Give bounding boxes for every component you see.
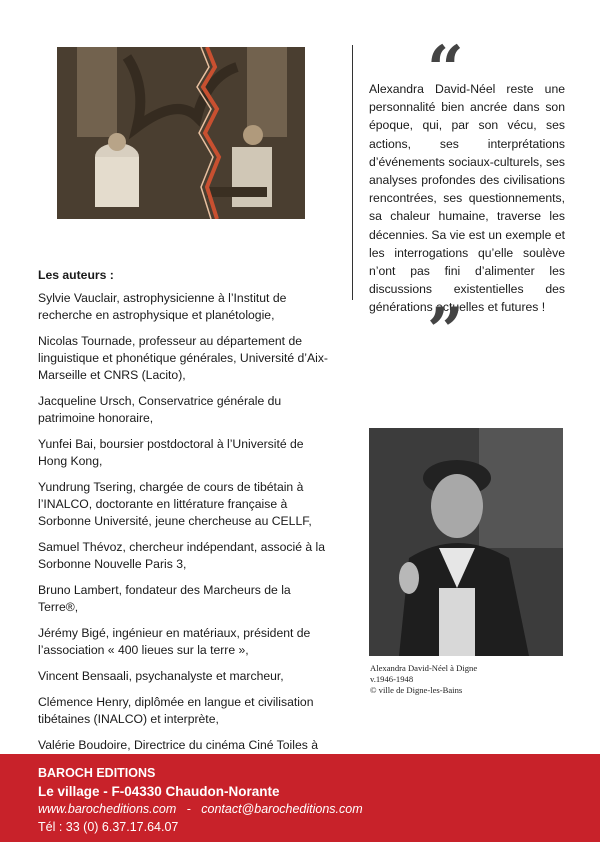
author-entry: Jacqueline Ursch, Conservatrice générale du patrimoine honoraire, [38,394,282,425]
author-entry: Yundrung Tsering, chargée de cours de tibétain à l’INALCO, doctorante en littérature française à Sorbonne Université, jeune chercheuse au CELLF, [38,480,312,528]
publisher-web-contact[interactable]: www.barocheditions.com - contact@barocheditions.com [38,802,363,816]
author-entry: Yunfei Bai, boursier postdoctoral à l’Université de Hong Kong, [38,437,304,468]
publisher-phone: Tél : 33 (0) 6.37.17.64.07 [38,820,179,834]
open-quote-mark: “ [427,32,464,107]
authors-section [38,267,328,780]
authors-heading: Les auteurs : [38,268,114,282]
portrait-photo [369,428,563,656]
author-entry: Sylvie Vauclair, astrophysicienne à l’Institut de recherche en astrophysique et planétologie, [38,291,287,322]
publisher-address: Le village - F-04330 Chaudon-Norante [38,784,280,799]
close-quote-mark: ” [427,294,464,369]
caption-line: v.1946-1948 [370,674,414,684]
author-entry: Bruno Lambert, fondateur des Marcheurs de la Terre®, [38,583,291,614]
publisher-footer [0,754,600,842]
photo-caption [370,663,570,696]
author-entry: Clémence Henry, diplômée en langue et civilisation tibétaines (INALCO) et interprète, [38,695,314,726]
author-entry: Nicolas Tournade, professeur au département de linguistique et phonétique générales, Université d’Aix-Marseille et CNRS (Lacito), [38,334,328,382]
author-entry: Valérie Boudoire, Directrice du cinéma Ciné Toiles à [38,738,318,752]
quote-text: Alexandra David-Néel reste une personnalité bien ancrée dans son époque, qui, par son vécu, ses actions, ses interprétations d’événements sociaux-culturels, ses analyses profondes des civilisations rencontrées, ses questionnements, sa chaleur humaine, traverse les décennies. Sa vie est un exemple et les interrogations qu’elle soulève n’ont pas fini d’alimenter les discussions existentielles des générations actuelles et futures ! [369,82,565,315]
caption-line: Alexandra David-Néel à Digne [370,663,478,673]
author-entry: Vincent Bensaali, psychanalyste et marcheur, [38,669,284,683]
vertical-divider [352,45,353,300]
historical-photo-couple [57,47,305,219]
author-entry: Samuel Thévoz, chercheur indépendant, associé à la Sorbonne Nouvelle Paris 3, [38,540,326,571]
author-entry: Jérémy Bigé, ingénieur en matériaux, président de l’association « 400 lieues sur la terre », [38,626,311,657]
publisher-name: BAROCH EDITIONS [38,766,156,780]
caption-line: © ville de Digne-les-Bains [370,685,463,695]
